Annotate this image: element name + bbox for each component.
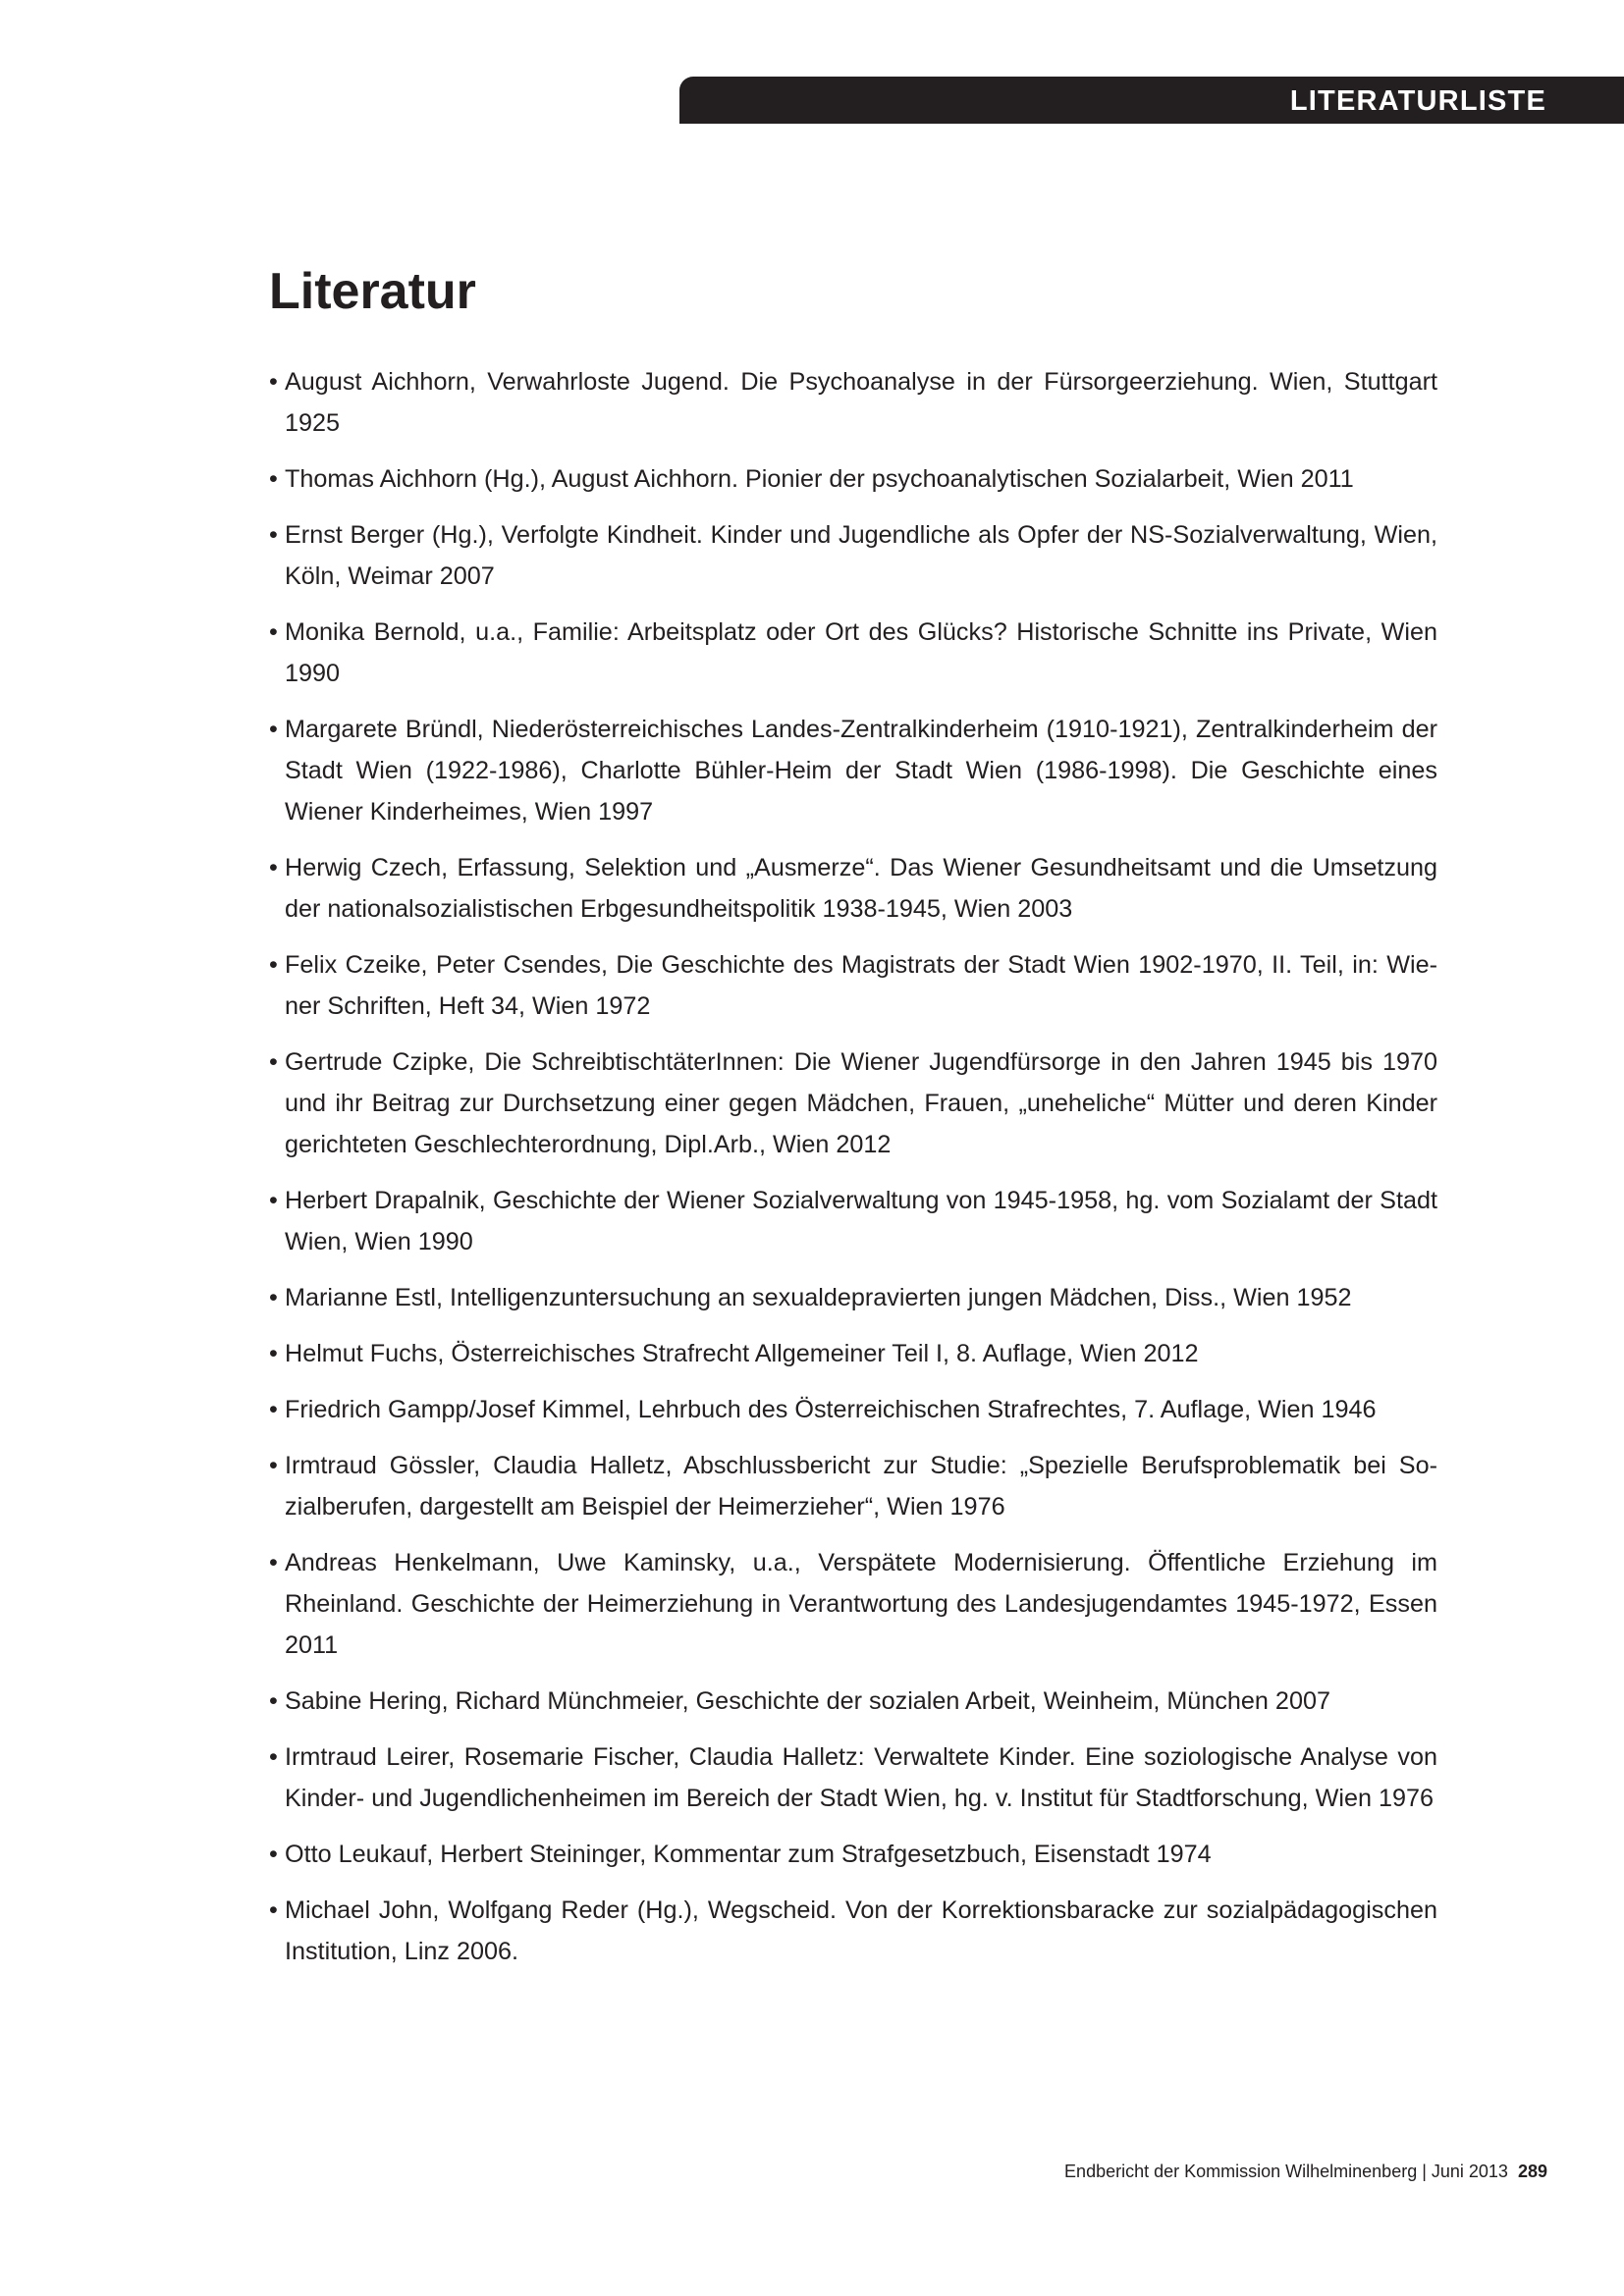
reference-text: Monika Bernold, u.a., Familie: Arbeitsplatz oder Ort des Glücks? Historische Schnitte ins Private, Wien 1990 bbox=[285, 618, 1437, 687]
reference-text: Sabine Hering, Richard Münchmeier, Geschichte der sozialen Arbeit, Weinheim, München 2007 bbox=[285, 1687, 1330, 1715]
reference-text: Michael John, Wolfgang Reder (Hg.), Wegscheid. Von der Korrektionsbaracke zur sozialpädagogischen Institution, Linz 2006. bbox=[285, 1896, 1437, 1965]
bullet-icon: • bbox=[269, 1841, 278, 1868]
page-title: Literatur bbox=[269, 263, 476, 320]
reference-text: Ernst Berger (Hg.), Verfolgte Kindheit. Kinder und Jugendliche als Opfer der NS-Sozialverwaltung, Wien, Köln, Weimar 2007 bbox=[285, 521, 1437, 590]
reference-text: Otto Leukauf, Herbert Steininger, Kommentar zum Strafgesetzbuch, Eisenstadt 1974 bbox=[285, 1841, 1212, 1868]
bullet-icon: • bbox=[269, 716, 278, 743]
reference-item bbox=[269, 709, 1437, 832]
bullet-icon: • bbox=[269, 618, 278, 646]
bullet-icon: • bbox=[269, 1452, 278, 1479]
reference-text: Gertrude Czipke, Die SchreibtischtäterInnen: Die Wiener Jugendfürsorge in den Jahren 1945 bis 1970 und ihr Beitrag zur Durchsetzung einer gegen Mädchen, Frauen, „uneheliche“ Mütter und deren Kinder gerichteten Geschlechterordnung, Dipl.Arb., Wien 2012 bbox=[285, 1048, 1437, 1158]
reference-item bbox=[269, 1834, 1437, 1875]
reference-item bbox=[269, 1180, 1437, 1262]
reference-text: Friedrich Gampp/Josef Kimmel, Lehrbuch des Österreichischen Strafrechtes, 7. Auflage, Wien 1946 bbox=[285, 1396, 1377, 1423]
page-footer bbox=[1064, 2160, 1547, 2183]
reference-text: Marianne Estl, Intelligenzuntersuchung an sexualdepravierten jungen Mädchen, Diss., Wien 1952 bbox=[285, 1284, 1352, 1311]
bullet-icon: • bbox=[269, 854, 278, 881]
reference-item bbox=[269, 847, 1437, 930]
reference-text: Helmut Fuchs, Österreichisches Strafrecht Allgemeiner Teil I, 8. Auflage, Wien 2012 bbox=[285, 1340, 1199, 1367]
bullet-icon: • bbox=[269, 1284, 278, 1311]
reference-text: Irmtraud Leirer, Rosemarie Fischer, Claudia Halletz: Verwaltete Kinder. Eine soziologische Analyse von Kinder- und Jugendlichenheimen im Bereich der Stadt Wien, hg. v. Institut für Stadtforschung, Wien 1976 bbox=[285, 1743, 1437, 1812]
reference-item bbox=[269, 944, 1437, 1027]
bullet-icon: • bbox=[269, 368, 278, 396]
reference-list bbox=[269, 361, 1437, 1987]
reference-item bbox=[269, 1041, 1437, 1165]
reference-text: Thomas Aichhorn (Hg.), August Aichhorn. Pionier der psychoanalytischen Sozialarbeit, Wien 2011 bbox=[285, 465, 1354, 493]
page-number: 289 bbox=[1517, 2162, 1547, 2181]
bullet-icon: • bbox=[269, 1743, 278, 1771]
reference-item bbox=[269, 1890, 1437, 1972]
bullet-icon: • bbox=[269, 1340, 278, 1367]
reference-text: Margarete Bründl, Niederösterreichisches Landes-Zentralkinderheim (1910-1921), Zentralkinderheim der Stadt Wien (1922-1986), Charlotte Bühler-Heim der Stadt Wien (1986-1998). Die Geschichte eines Wiener Kinderheimes, Wien 1997 bbox=[285, 716, 1437, 826]
bullet-icon: • bbox=[269, 1187, 278, 1214]
reference-item bbox=[269, 514, 1437, 597]
bullet-icon: • bbox=[269, 951, 278, 979]
reference-text: Andreas Henkelmann, Uwe Kaminsky, u.a., Verspätete Modernisierung. Öffentliche Erziehung im Rheinland. Geschichte der Heimerziehung in Verantwortung des Landesjugendamtes 1945-1972, Essen 2011 bbox=[285, 1549, 1437, 1659]
reference-item bbox=[269, 612, 1437, 694]
section-header-label: LITERATURLISTE bbox=[1289, 85, 1546, 117]
bullet-icon: • bbox=[269, 1549, 278, 1576]
bullet-icon: • bbox=[269, 521, 278, 549]
reference-text: Irmtraud Gössler, Claudia Halletz, Abschlussbericht zur Studie: „Spezielle Berufsproblematik bei Sozialberufen, dargestellt am Beispiel der Heimerzieher“, Wien 1976 bbox=[285, 1452, 1437, 1521]
reference-item bbox=[269, 1389, 1437, 1430]
bullet-icon: • bbox=[269, 1396, 278, 1423]
reference-text: Herwig Czech, Erfassung, Selektion und „Ausmerze“. Das Wiener Gesundheitsamt und die Umsetzung der nationalsozialistischen Erbgesundheitspolitik 1938-1945, Wien 2003 bbox=[285, 854, 1437, 923]
reference-item bbox=[269, 1333, 1437, 1374]
reference-item bbox=[269, 1736, 1437, 1819]
bullet-icon: • bbox=[269, 1687, 278, 1715]
reference-item bbox=[269, 1445, 1437, 1527]
section-header-bar bbox=[679, 77, 1624, 124]
bullet-icon: • bbox=[269, 1896, 278, 1924]
reference-item bbox=[269, 361, 1437, 444]
reference-item bbox=[269, 1277, 1437, 1318]
reference-item bbox=[269, 458, 1437, 500]
reference-item bbox=[269, 1542, 1437, 1666]
reference-text: Herbert Drapalnik, Geschichte der Wiener Sozialverwaltung von 1945-1958, hg. vom Sozialamt der Stadt Wien, Wien 1990 bbox=[285, 1187, 1437, 1255]
reference-text: Felix Czeike, Peter Csendes, Die Geschichte des Magistrats der Stadt Wien 1902-1970, II. Teil, in: Wiener Schriften, Heft 34, Wien 1972 bbox=[285, 951, 1437, 1020]
reference-text: August Aichhorn, Verwahrloste Jugend. Die Psychoanalyse in der Fürsorgeerziehung. Wien, Stuttgart 1925 bbox=[285, 368, 1437, 437]
bullet-icon: • bbox=[269, 465, 278, 493]
footer-text: Endbericht der Kommission Wilhelminenberg | Juni 2013 bbox=[1064, 2162, 1508, 2181]
reference-item bbox=[269, 1681, 1437, 1722]
bullet-icon: • bbox=[269, 1048, 278, 1076]
